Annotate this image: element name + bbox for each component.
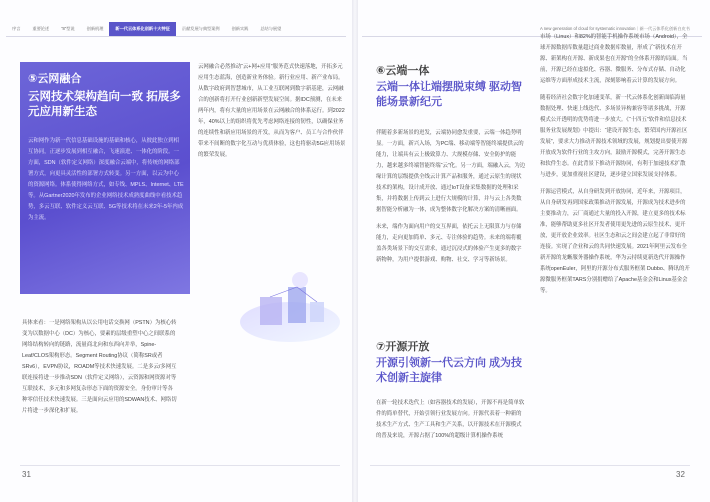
paragraph: 伴随着多新场景的迸发，云端协同愈发重要，云端一体趋势明显。一方面，新兴入场，为PC端、移动端等智能终端提供云的能力，让端具有云上极致算力、大规模存储、安全防护的能力，越来越多终端智能终端“云”化。另一方面，端融入云，为边缘计算的层级提供全线云计算产品和服务，通过云原生的现状技术的架构，设计成开放、通过IoT设备采集数据的处理和采集，并将数据上传到云上进行大规模的计算，并与云上各类数据智能分析融为一体，成为整体数字化解决方案的清晰画面。 — [376, 130, 526, 213]
paragraph: 市场（Linux）和82%的智能手机操作系统市场（Android），全球开源数据库数量超过商业数据库数量，形成了“新技术在开源、新架构在开源、新成果也在开源”的全体系开源的局面。当前，开源已经在虚拟化、容器、微服务、分布式存储、自动化运维等方面形成技术主流，深刻影响着云计算的发展方向。 — [540, 34, 688, 84]
right-column-1-bottom — [376, 398, 526, 442]
nav-tab-outlook[interactable]: 总结与展望 — [260, 26, 282, 31]
footer-rule-right — [370, 465, 690, 466]
section-body — [28, 136, 184, 224]
section-number: ⑦开源开放 — [376, 341, 430, 353]
left-column-top — [198, 62, 346, 161]
book-gutter — [352, 0, 358, 502]
nav-tab-preface[interactable]: 序言 — [12, 26, 21, 31]
nav-tab-ten-features[interactable]: 新一代云体系化创新十大特征 — [109, 22, 175, 36]
footer-rule-left — [20, 465, 340, 466]
nav-tab-eight[interactable]: “8”型说 — [61, 26, 75, 31]
section-headline: 开源引领新一代云方向 成为技术创新主旋律 — [376, 357, 523, 384]
page-number-left: 31 — [22, 470, 31, 479]
section-headline: 云网技术架构趋向一致 拓展多元应用新生态 — [28, 91, 181, 118]
paragraph: 开源运营模式，从自身研发到开放协同，近年来，开源项目，从自身研发再到国家政策推动开源发展，开源成为技术进步的主要推动力，云厂商通过大量的投入开源，建立更多的技术标准，能够帮助更多社区开发者使用更先进的云原生技术，更开放，更开放企业效率。社区生态和云之间会建立起了非常好的连接。实现了企业和云的共同快速发展。2021年阿里云发布全新开源的龙蜥服务器操作系统，华为云持续更新迭代开源操作系统openEuler，阿里的开源分布式服务框架 Dubbo、腾讯的开源微服务框架TARS分别捐赠给了Apache基金会和Linux基金会等。 — [540, 189, 690, 294]
nav-tab-remarks[interactable]: 重要论述 — [32, 26, 50, 31]
cloud-network-box — [20, 62, 190, 294]
paragraph: 具体来看：一是网络架构从以公用电话交换网（PSTN）为核心转变为以数据中心（DC）为核心，要素的层级重塑中心之间联系的网络结构转向的链路，流量商北向和东西向并举，Spine-Leaf/CLOS架构形态。Segment Routing协议（简称SR或者SRv6），EVPN协议，ROADM等技术快速发展。二是多云/多网互联连接将进一步推动SDN（软件定义网络），云资源和网资源对等互联技术，多元和多网复杂形态下面的资源安全。身份审计等各种零信任技术快速发展。三是面向云应用的SDWAN技术、网络切片将进一步深化和扩展。 — [22, 320, 177, 414]
running-header: A new generation of cloud for systematic innovation｜新一代云体系化创新白皮书 — [540, 26, 690, 31]
box-paragraph: 云和网作为新一代信息基础设施的基础和核心，从彼此独立到相互协同，正逐步发展到相互融合，飞速演进、一体化的阶段。一方面，SDN（软件定义网络）深度融合云端中，将传统的网络部署方式，向更具灵活性的部署方式转变。另一方面，以云为中心的资源网络。体系使得网络方式，如专线、MPLS、Internet、LTE等。从Gartner2020年发布的企业网络技术成熟度曲线中看技术趋势，多云互联、软件定义云互联、5G等技术将在未来2年-5年内成为主流。 — [28, 138, 184, 221]
network-illustration — [230, 262, 350, 352]
nav-tab-mechanism[interactable]: 创新机理 — [86, 26, 104, 31]
paragraph: 随着经济社会数字化加速变革，新一代云体系化创新面临海量数据处理、快速上线迭代、多场景异构兼容等诸多挑战，开源模式公开透明的优势将进一步放大。《“十四五”软件和信息技术服务业发展规划》中提出：“建设开源生态，繁荣国内开源社区发展”，要求大力推动开源技术领域的发展，规划提出要使开源开放成为软件行业的主攻方向，鼓励开源模式，完善开源生态和软件生态。在此背景下推动开源协同，有利于加速技术扩散与进步，更加重视社区建设，逐步建立国家发展支持体系。 — [540, 95, 688, 178]
nav-tab-practice[interactable]: 创新实践 — [231, 26, 249, 31]
chapter-nav — [6, 22, 287, 36]
nav-tab-cases[interactable]: 贡献发展与典型案例 — [181, 26, 220, 31]
page-number-right: 32 — [676, 470, 685, 479]
left-column-bottom — [22, 318, 177, 417]
right-column-1 — [376, 128, 526, 266]
right-column-2 — [540, 32, 690, 297]
header-rule-left — [6, 36, 346, 37]
paragraph: 云网融合必然推动“云+网+应用”服务范式快速落地，开拓多元应用生态蓝海，创造新业务体验。新行业应用、新产业布局。从数字政府到智慧城市，从工业互联网到数字新基建，云网融合的创新将打开行业创新新型发展空间。据IDC预测，在未来两年内，将有大量的应用场景在云网融合的体系运行。到2022年，40%以上的组织将优先考虑网络连接的韧性，以确保业务的连续性和新应用场景的开发，从而为客户、员工与合作伙伴带来不间断的数字化互动与优质体验，这也将驱动5G应用场景的繁荣发展。 — [198, 64, 346, 158]
paragraph: 在新一轮技术迭代上（如容器技术的发展），开源不再是简单软件的简单替代，开始引领行业发展方向。开源代表着一种新的技术生产方式、生产工具和生产关系，以开源技术在开源模式的普及来说，开源占据了100%的超级计算机操作系统 — [376, 400, 525, 439]
paragraph: 未来，端作为面向用户的交互界面，依托云上无限算力与存储能力，走向更加简单、多元、专注体验的趋势。未来的端将覆盖各类场景下的交互需求，通过沉浸式的体验产生更多的数字新物种，为用户提供游戏、购物、社交、学习等新场景。 — [376, 224, 522, 263]
section-headline: 云端一体让端摆脱束缚 驱动智能场景新纪元 — [376, 81, 523, 108]
section-number: ⑥云端一体 — [376, 65, 430, 77]
section-number: ⑤云网融合 — [28, 73, 82, 85]
